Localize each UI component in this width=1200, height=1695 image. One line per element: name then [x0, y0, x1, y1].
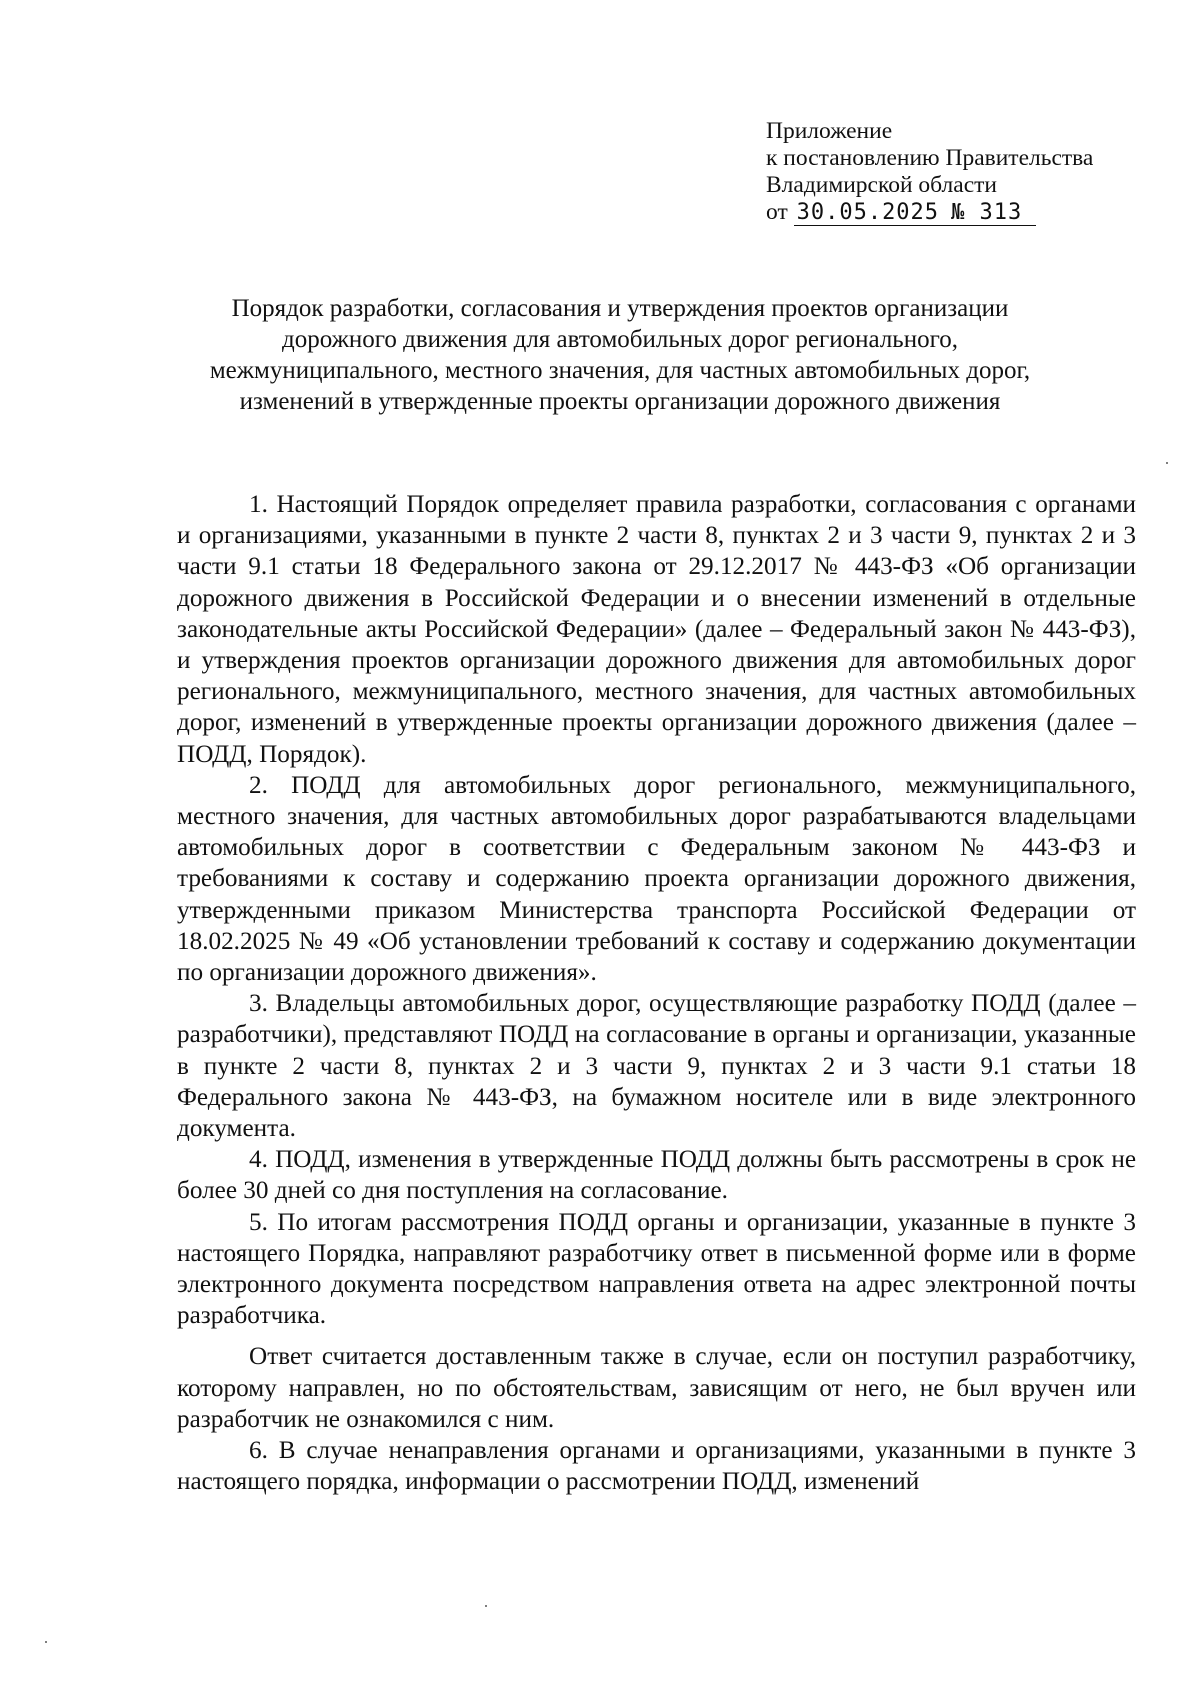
title-line: межмуниципального, местного значения, для частных автомобильных дорог, [209, 357, 1031, 384]
resolution-date: 30.05.2025 [794, 200, 943, 226]
scan-speck [1166, 462, 1168, 464]
scan-speck [485, 1605, 487, 1607]
paragraph-3: 3. Владельцы автомобильных дорог, осуществляющие разработку ПОДД (далее – разработчики), представляют ПОДД на согласование в органы и организации, указанные в пункте 2 части 8, пунктах 2 и 3 части 9, пунктах 2 и 3 части 9.1 статьи 18 Федерального закона № 443-ФЗ, на бумажном носителе или в виде электронного документа. [177, 990, 1136, 1143]
title-line: Порядок разработки, согласования и утверждения проектов организации [231, 295, 1009, 322]
paragraph-5: 5. По итогам рассмотрения ПОДД органы и организации, указанные в пункте 3 настоящего Порядка, направляют разработчику ответ в письменной форме или в форме электронного документа посредством направления ответа на адрес электронной почты разработчика. [177, 1208, 1136, 1330]
title-line: изменений в утвержденные проекты организации дорожного движения [239, 388, 1001, 415]
number-sign: № [951, 200, 966, 225]
paragraph-4: 4. ПОДД, изменения в утвержденные ПОДД должны быть рассмотрены в срок не более 30 дней со дня поступления на согласование. [177, 1146, 1136, 1205]
appendix-title: Приложение [766, 118, 893, 144]
appendix-date-line [766, 199, 1166, 226]
resolution-number-group [943, 200, 1036, 226]
appendix-header [766, 118, 1166, 226]
paragraph-6: 6. В случае ненаправления органами и организациями, указанными в пункте 3 настоящего порядка, информации о рассмотрении ПОДД, изменений [177, 1437, 1136, 1496]
appendix-region: Владимирской области [766, 172, 997, 198]
document-title [120, 293, 1120, 417]
scan-speck [45, 1641, 47, 1643]
document-body [177, 489, 1136, 1498]
paragraph-5-continuation: Ответ считается доставленным также в случае, если он поступил разработчику, которому направлен, но по обстоятельствам, зависящим от него, не был вручен или разработчик не ознакомился с ним. [177, 1343, 1136, 1433]
paragraph-1: 1. Настоящий Порядок определяет правила разработки, согласования с органами и организациями, указанными в пункте 2 части 8, пунктах 2 и 3 части 9, пунктах 2 и 3 части 9.1 статьи 18 Федерального закона от 29.12.2017 № 443-ФЗ «Об организации дорожного движения в Российской Федерации и о внесении изменений в отдельные законодательные акты Российской Федерации» (далее – Федеральный закон № 443-ФЗ), и утверждения проектов организации дорожного движения для автомобильных дорог регионального, межмуниципального, местного значения, для частных автомобильных дорог, изменений в утвержденные проекты организации дорожного движения (далее – ПОДД, Порядок). [177, 491, 1136, 768]
paragraph-2: 2. ПОДД для автомобильных дорог регионального, межмуниципального, местного значения, для частных автомобильных дорог разрабатываются владельцами автомобильных дорог в соответствии с Федеральным законом № 443-ФЗ и требованиями к составу и содержанию проекта организации дорожного движения, утвержденными приказом Министерства транспорта Российской Федерации от 18.02.2025 № 49 «Об установлении требований к составу и содержанию документации по организации дорожного движения». [177, 771, 1136, 987]
resolution-number: 313 [979, 200, 1023, 225]
title-line: дорожного движения для автомобильных дорог регионального, [282, 326, 958, 353]
date-prefix: от [766, 199, 788, 225]
appendix-resolution-ref: к постановлению Правительства [766, 145, 1094, 171]
